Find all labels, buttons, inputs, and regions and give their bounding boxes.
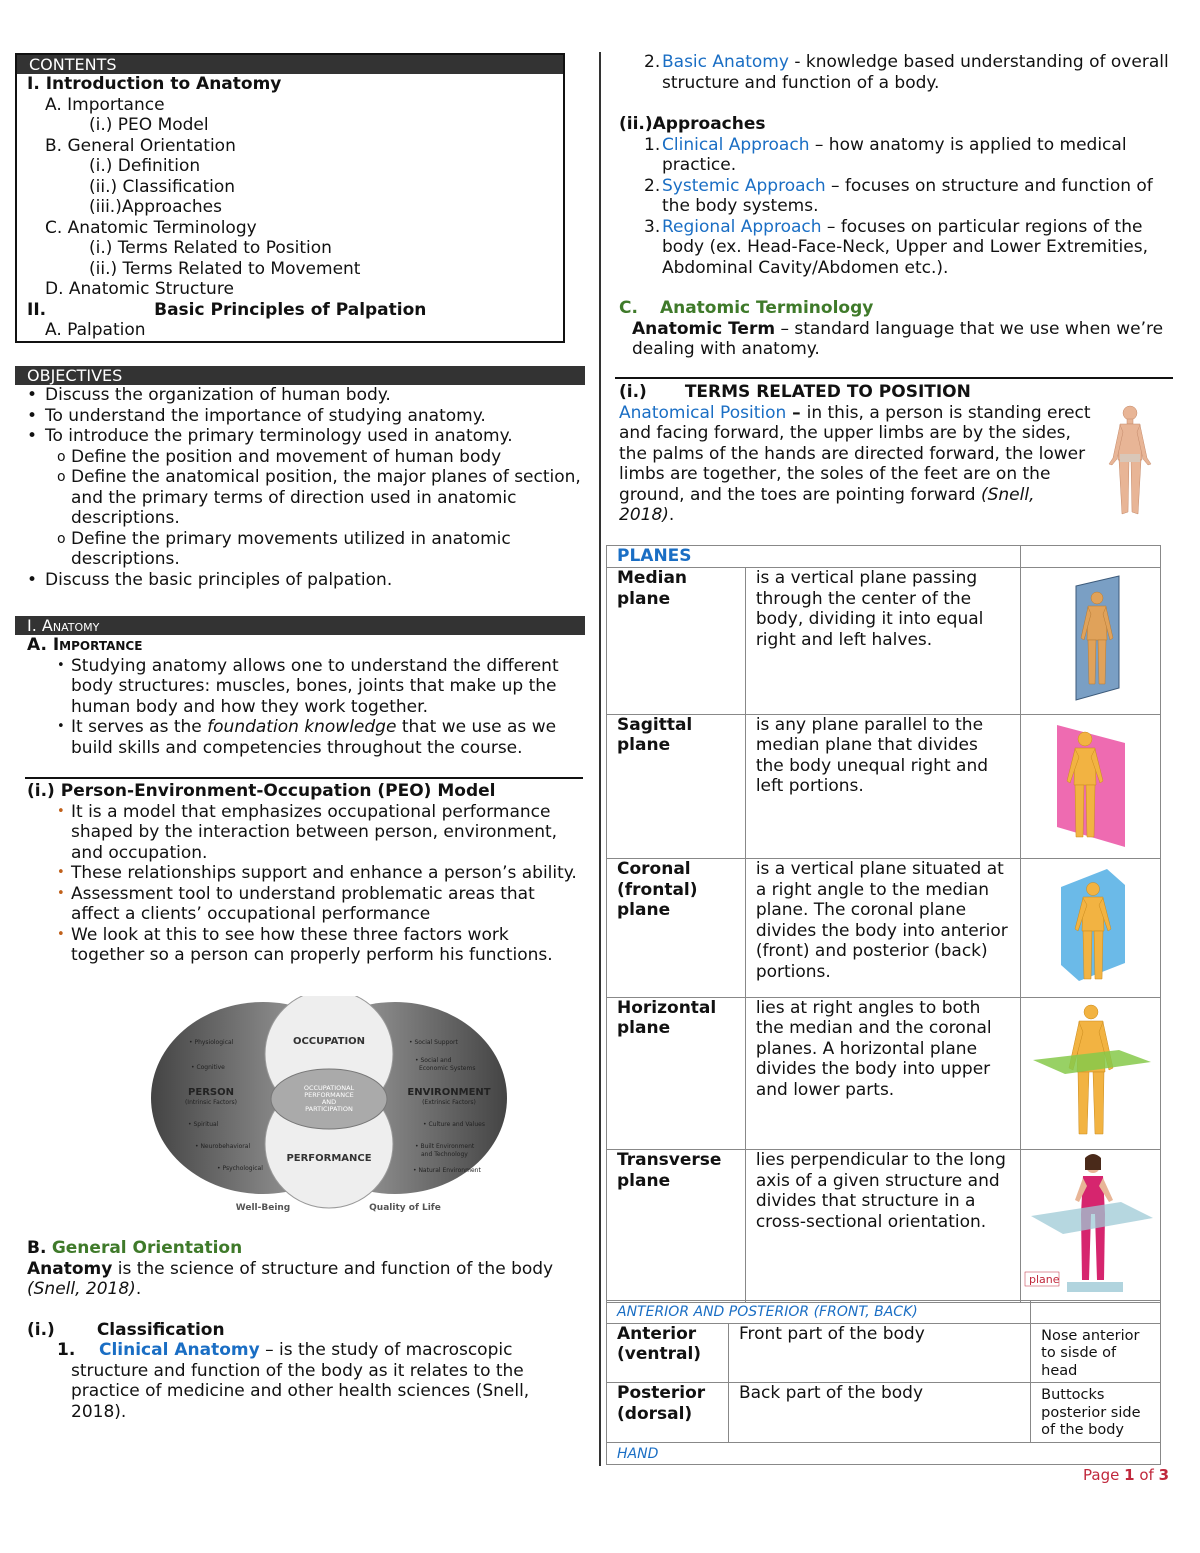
peo-title: (i.) Person-Environment-Occupation (PEO) Model — [27, 781, 496, 801]
contents-item: A. Importance — [45, 94, 165, 115]
environment-label: ENVIRONMENT — [407, 1087, 491, 1098]
list-item: • Studying anatomy allows one to understand the different body structures: muscles, bones, joints that make up the human body and how they work together. — [15, 656, 585, 718]
terminology-section — [605, 298, 1175, 360]
person-sub-label: (Intrinsic Factors) — [184, 1099, 238, 1106]
anterior-posterior-table — [606, 1300, 1161, 1465]
environment-factor: and Technology — [421, 1151, 468, 1158]
person-factor: • Psychological — [217, 1165, 263, 1172]
occupation-label: OCCUPATION — [292, 1036, 366, 1047]
environment-factor: • Social Support — [409, 1039, 458, 1046]
list-item: 1. Clinical Approach – how anatomy is applied to medical practice. — [644, 134, 1127, 175]
anatomical-position-definition: Anatomical Position – in this, a person is standing erect and facing forward, the upper limbs are by the sides, the palms of the hands are directed forward, the lower limbs are together, the soles of the feet are on the ground, and the toes are pointing forward (Snell, 2018). — [619, 402, 1091, 525]
environment-sub-label: (Extrinsic Factors) — [422, 1099, 476, 1106]
divider-rule — [25, 777, 583, 779]
hand-header: HAND — [617, 1445, 659, 1462]
plane-name: Coronal (frontal) plane — [607, 859, 746, 998]
classification-title: (i.) Classification — [27, 1319, 225, 1340]
planes-header: PLANES — [617, 546, 692, 566]
table-row — [607, 568, 1161, 715]
person-factor: • Neurobehavioral — [195, 1143, 251, 1150]
environment-factor: Economic Systems — [419, 1065, 476, 1072]
list-item: o Define the anatomical position, the major planes of section, and the primary terms of direction used in anatomic descriptions. — [15, 467, 585, 529]
table-row — [607, 1150, 1161, 1303]
list-item: • Discuss the basic principles of palpation. — [15, 570, 585, 591]
center-label: AND — [321, 1098, 337, 1106]
contents-header: CONTENTS — [17, 55, 563, 74]
list-item: • Discuss the organization of human body. — [15, 385, 585, 406]
position-section — [605, 382, 1175, 526]
contents-item: (iii.)Approaches — [89, 197, 222, 217]
table-row — [607, 714, 1161, 859]
table-row — [607, 859, 1161, 998]
objectives-list — [15, 385, 585, 447]
basic-anatomy-item — [605, 52, 1175, 93]
center-label: OCCUPATIONAL — [303, 1084, 355, 1092]
general-orientation-title: B. General Orientation — [27, 1238, 243, 1258]
list-item: • These relationships support and enhance a person’s ability. — [15, 863, 585, 884]
terminology-title: C. Anatomic Terminology — [619, 298, 874, 318]
contents-part2: II. Basic Principles of Palpation — [27, 299, 427, 320]
importance-title: A. Importance — [27, 635, 143, 655]
term-name: Anterior (ventral) — [607, 1323, 729, 1383]
anatomy-header: I. Anatomy — [15, 616, 585, 635]
sagittal-plane-figure — [1021, 715, 1160, 853]
contents-box — [15, 53, 565, 343]
position-title: (i.) TERMS RELATED TO POSITION — [619, 382, 971, 402]
performance-label: PERFORMANCE — [286, 1153, 372, 1164]
environment-factor: • Culture and Values — [423, 1121, 485, 1128]
ap-table-header: ANTERIOR AND POSTERIOR (FRONT, BACK) — [617, 1304, 918, 1320]
transverse-plane-figure — [1021, 1150, 1160, 1296]
contents-item: C. Anatomic Terminology — [45, 217, 257, 238]
quality-label: Quality of Life — [369, 1203, 441, 1213]
contents-item: (ii.) Classification — [89, 176, 236, 197]
contents-list — [17, 74, 563, 300]
term-name: Posterior (dorsal) — [607, 1383, 729, 1443]
person-factor: • Physiological — [189, 1039, 234, 1046]
plane-description: is a vertical plane situated at a right angle to the median plane. The coronal plane divides the body into anterior (front) and posterior (back) portions. — [745, 859, 1020, 998]
list-item: • It serves as the foundation knowledge that we use as we build skills and competencies throughout the course. — [15, 717, 585, 758]
plane-description: lies perpendicular to the long axis of a given structure and divides that structure in a cross-sectional orientation. — [745, 1150, 1020, 1303]
term-example: Buttocks posterior side of the body — [1031, 1383, 1161, 1443]
table-row — [607, 1383, 1161, 1443]
list-item: 2. Basic Anatomy - knowledge based understanding of overall structure and function of a body. — [644, 52, 1169, 93]
contents-item: I. Introduction to Anatomy — [27, 74, 282, 94]
environment-factor: • Social and — [415, 1057, 452, 1064]
term-description: Front part of the body — [728, 1323, 1030, 1383]
list-item: 2. Systemic Approach – focuses on structure and function of the body systems. — [644, 175, 1153, 216]
column-divider — [599, 52, 601, 1466]
plane-description: lies at right angles to both the median and the coronal planes. A horizontal plane divides the body into upper and lower parts. — [745, 997, 1020, 1150]
term-description: Back part of the body — [728, 1383, 1030, 1443]
plane-name: Transverse plane — [607, 1150, 746, 1303]
person-label: PERSON — [188, 1087, 234, 1098]
approaches-section — [605, 114, 1175, 278]
anatomy-definition: Anatomy is the science of structure and function of the body (Snell, 2018). — [27, 1258, 554, 1299]
general-orientation-section — [15, 1238, 585, 1422]
anatomy-section — [15, 616, 585, 758]
coronal-plane-figure — [1021, 859, 1160, 991]
contents-item: (i.) PEO Model — [89, 115, 209, 135]
plane-name: Horizontal plane — [607, 997, 746, 1150]
table-row — [607, 997, 1161, 1150]
list-item: • We look at this to see how these three factors work together so a person can properly perform his functions. — [15, 925, 585, 966]
peo-section — [15, 781, 585, 966]
anatomic-term-definition: Anatomic Term – standard language that we use when we’re dealing with anatomy. — [632, 318, 1164, 359]
list-item: o Define the primary movements utilized in anatomic descriptions. — [15, 529, 585, 570]
contents-item: (i.) Terms Related to Position — [89, 238, 332, 258]
contents-item: D. Anatomic Structure — [45, 279, 234, 299]
plane-description: is a vertical plane passing through the center of the body, dividing it into equal right and left halves. — [745, 568, 1020, 715]
center-label: PARTICIPATION — [305, 1105, 353, 1113]
page-footer: Page 1 of 3 — [1083, 1466, 1170, 1484]
plane-label: plane — [1028, 1273, 1060, 1286]
peo-model-diagram — [133, 996, 525, 1218]
list-item: o Define the position and movement of human body — [15, 447, 585, 468]
environment-factor: • Built Environment — [415, 1143, 475, 1150]
list-item: 3. Regional Approach – focuses on particular regions of the body (ex. Head-Face-Neck, Upper and Lower Extremities, Abdominal Cavity/Abdomen etc.). — [644, 216, 1148, 278]
list-item: • Assessment tool to understand problematic areas that affect a clients’ occupational performance — [15, 884, 585, 925]
median-plane-figure — [1021, 568, 1160, 708]
approaches-title: (ii.)Approaches — [619, 114, 766, 134]
environment-factor: • Natural Environment — [413, 1167, 481, 1174]
plane-name: Median plane — [607, 568, 746, 715]
list-item: • It is a model that emphasizes occupational performance shaped by the interaction between person, environment, and occupation. — [15, 802, 585, 864]
divider-rule — [615, 377, 1173, 379]
person-factor: • Spiritual — [188, 1121, 219, 1128]
person-factor: • Cognitive — [191, 1064, 225, 1071]
contents-item: B. General Orientation — [45, 135, 236, 156]
term-example: Nose anterior to sisde of head — [1031, 1323, 1161, 1383]
wellbeing-label: Well-Being — [235, 1203, 291, 1213]
planes-table — [606, 545, 1161, 1303]
list-item: • To understand the importance of studying anatomy. — [15, 406, 585, 427]
list-item: • To introduce the primary terminology used in anatomy. — [15, 426, 585, 447]
list-item: 1. Clinical Anatomy – is the study of macroscopic structure and function of the body as it relates to the practice of medicine and other health sciences (Snell, 2018). — [57, 1340, 530, 1422]
center-label: PERFORMANCE — [304, 1091, 354, 1099]
plane-description: is any plane parallel to the median plane that divides the body unequal right and left portions. — [745, 714, 1020, 859]
horizontal-plane-figure — [1021, 998, 1160, 1144]
objectives-section — [15, 366, 585, 590]
anatomical-position-figure — [1100, 402, 1160, 520]
table-row — [607, 1323, 1161, 1383]
contents-item: (ii.) Terms Related to Movement — [89, 258, 361, 279]
contents-item: (i.) Definition — [89, 156, 201, 176]
plane-name: Sagittal plane — [607, 714, 746, 859]
objectives-header: OBJECTIVES — [15, 366, 585, 385]
contents-part2-sub: A. Palpation — [45, 320, 146, 340]
